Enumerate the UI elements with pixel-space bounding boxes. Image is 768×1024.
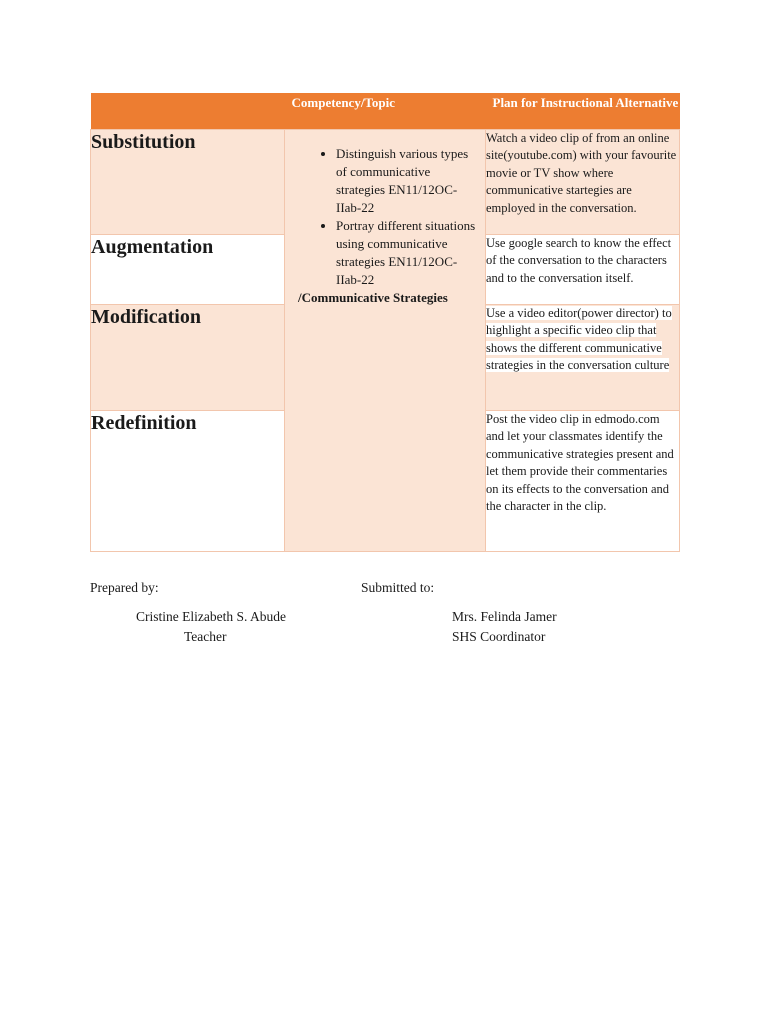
competency-list [285, 145, 485, 289]
competency-item: • Portray different situations using communicative strategies EN11/12OC-IIab-22 [336, 217, 477, 289]
header-competency-topic: Competency/Topic [285, 93, 486, 129]
submitted-to-label: Submitted to: [361, 580, 435, 595]
recipient-role: SHS Coordinator [452, 629, 546, 644]
level-modification: Modification [91, 304, 285, 410]
prepared-by-label: Prepared by: [90, 580, 159, 595]
plan-modification: Use a video editor(power director) to highlight a specific video clip that shows the different communicative strategies in the conversation culture [486, 305, 672, 372]
plan-redefinition: Post the video clip in edmodo.com and let your classmates identify the communicative strategies present and let them provide their commentaries on its effects to the conversation and the character in the clip. [486, 410, 680, 551]
plan-modification-cell [486, 304, 680, 410]
preparer-name: Cristine Elizabeth S. Abude [136, 609, 286, 624]
plan-substitution: Watch a video clip of from an online site(youtube.com) with your favourite movie or TV show where communicative startegies are employed in the conversation. [486, 129, 680, 234]
header-plan: Plan for Instructional Alternative [486, 93, 680, 129]
samr-table [90, 93, 680, 552]
topic-label: /Communicative Strategies [298, 289, 448, 305]
competency-cell [285, 129, 486, 551]
level-augmentation: Augmentation [91, 234, 285, 304]
level-substitution: Substitution [91, 129, 285, 234]
table-header-row [91, 93, 680, 129]
recipient-name: Mrs. Felinda Jamer [452, 609, 557, 624]
level-redefinition: Redefinition [91, 410, 285, 551]
table-row [91, 129, 680, 234]
preparer-role: Teacher [184, 629, 227, 644]
competency-item: • Distinguish various types of communicative strategies EN11/12OC-IIab-22 [336, 145, 477, 217]
plan-augmentation: Use google search to know the effect of the conversation to the characters and to the conversation itself. [486, 234, 680, 304]
header-cell-blank [91, 93, 285, 129]
